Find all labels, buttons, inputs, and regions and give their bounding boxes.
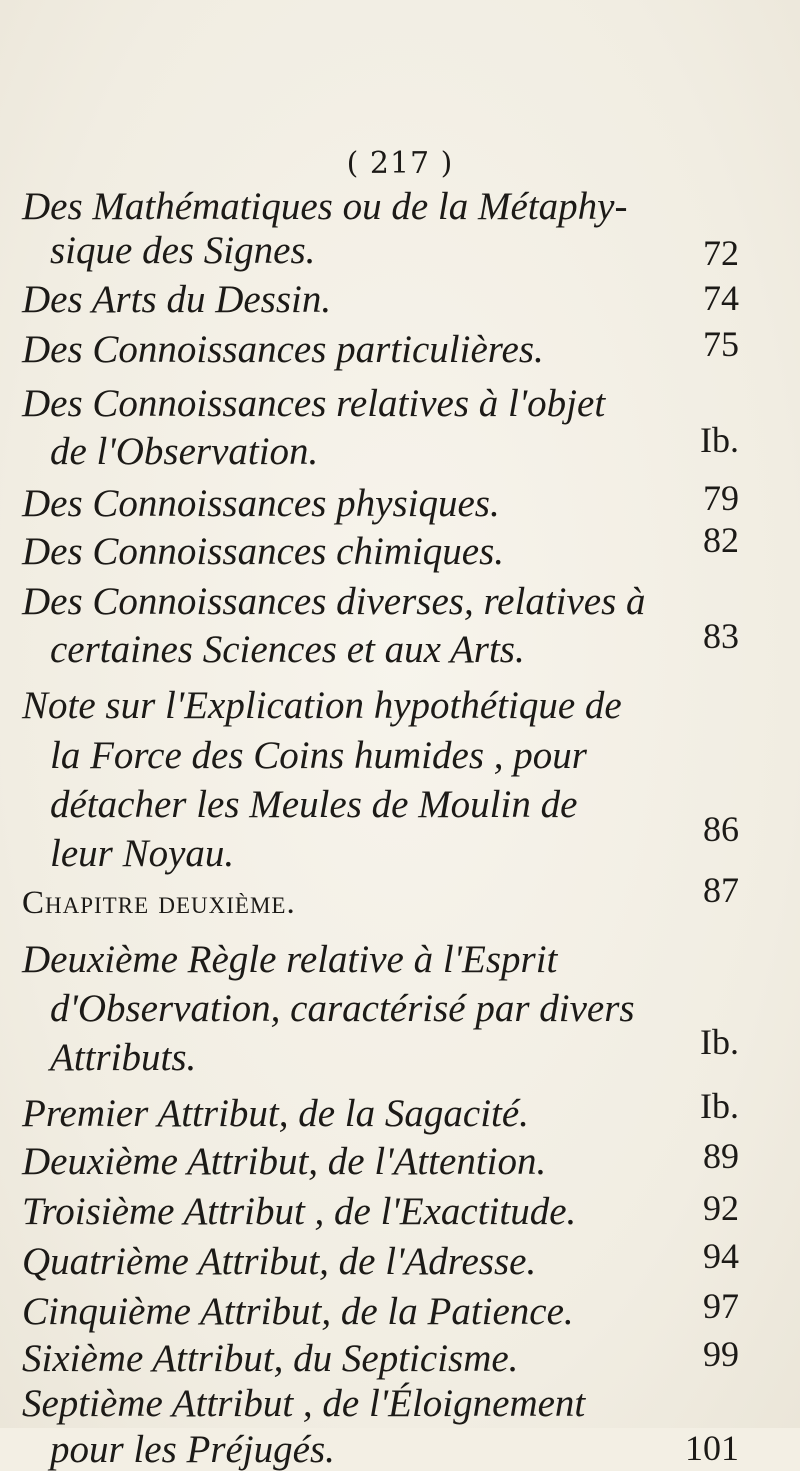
page-ref: 74: [703, 278, 739, 318]
entry-line: Des Connoissances diverses, relatives à: [22, 580, 646, 623]
entry-line: Premier Attribut, de la Sagacité.: [22, 1092, 529, 1135]
entry-line: Des Mathématiques ou de la Métaphy-: [22, 185, 628, 228]
entry-line: sique des Signes.: [50, 229, 316, 272]
entry-line: Des Connoissances relatives à l'objet: [22, 382, 606, 425]
entry-line: détacher les Meules de Moulin de: [50, 783, 578, 826]
page-ref: 101: [685, 1428, 739, 1468]
entry-line: Quatrième Attribut, de l'Adresse.: [22, 1240, 537, 1283]
entry-line: Sixième Attribut, du Septicisme.: [22, 1337, 519, 1380]
page-ref: 99: [703, 1334, 739, 1374]
entry-line: Septième Attribut , de l'Éloignement: [22, 1382, 586, 1425]
entry-line: Troisième Attribut , de l'Exactitude.: [22, 1190, 577, 1233]
page-ref: 82: [703, 520, 739, 560]
entry-line: Cinquième Attribut, de la Patience.: [22, 1290, 574, 1333]
page-number-header: ( 217 ): [346, 146, 454, 181]
page-ref: Ib.: [700, 1086, 739, 1126]
entry-line: Des Connoissances physiques.: [22, 482, 500, 525]
entry-line: Deuxième Règle relative à l'Esprit: [22, 938, 558, 981]
page-ref: 75: [703, 324, 739, 364]
entry-line: Des Connoissances chimiques.: [22, 530, 505, 573]
entry-line: Note sur l'Explication hypothétique de: [22, 684, 622, 727]
page-ref: Ib.: [700, 1022, 739, 1062]
entry-line: Des Arts du Dessin.: [22, 278, 332, 321]
entry-line: leur Noyau.: [50, 832, 235, 875]
entry-line: la Force des Coins humides , pour: [50, 734, 587, 777]
entry-line: d'Observation, caractérisé par divers: [50, 987, 635, 1030]
page-ref: 92: [703, 1188, 739, 1228]
page-ref: Ib.: [700, 420, 739, 460]
page-ref: 83: [703, 616, 739, 656]
page-ref: 79: [703, 478, 739, 518]
entry-line: de l'Observation.: [50, 430, 319, 473]
page-ref: 94: [703, 1236, 739, 1276]
entry-line: Des Connoissances particulières.: [22, 328, 544, 371]
entry-line: Deuxième Attribut, de l'Attention.: [22, 1140, 547, 1183]
page-ref: 87: [703, 870, 739, 910]
chapter-heading: Chapitre deuxième.: [22, 885, 296, 921]
entry-line: pour les Préjugés.: [50, 1428, 335, 1471]
page-ref: 89: [703, 1136, 739, 1176]
page-ref: 72: [703, 233, 739, 273]
entry-line: certaines Sciences et aux Arts.: [50, 628, 525, 671]
page-ref: 97: [703, 1286, 739, 1326]
page-ref: 86: [703, 809, 739, 849]
entry-line: Attributs.: [50, 1036, 197, 1079]
